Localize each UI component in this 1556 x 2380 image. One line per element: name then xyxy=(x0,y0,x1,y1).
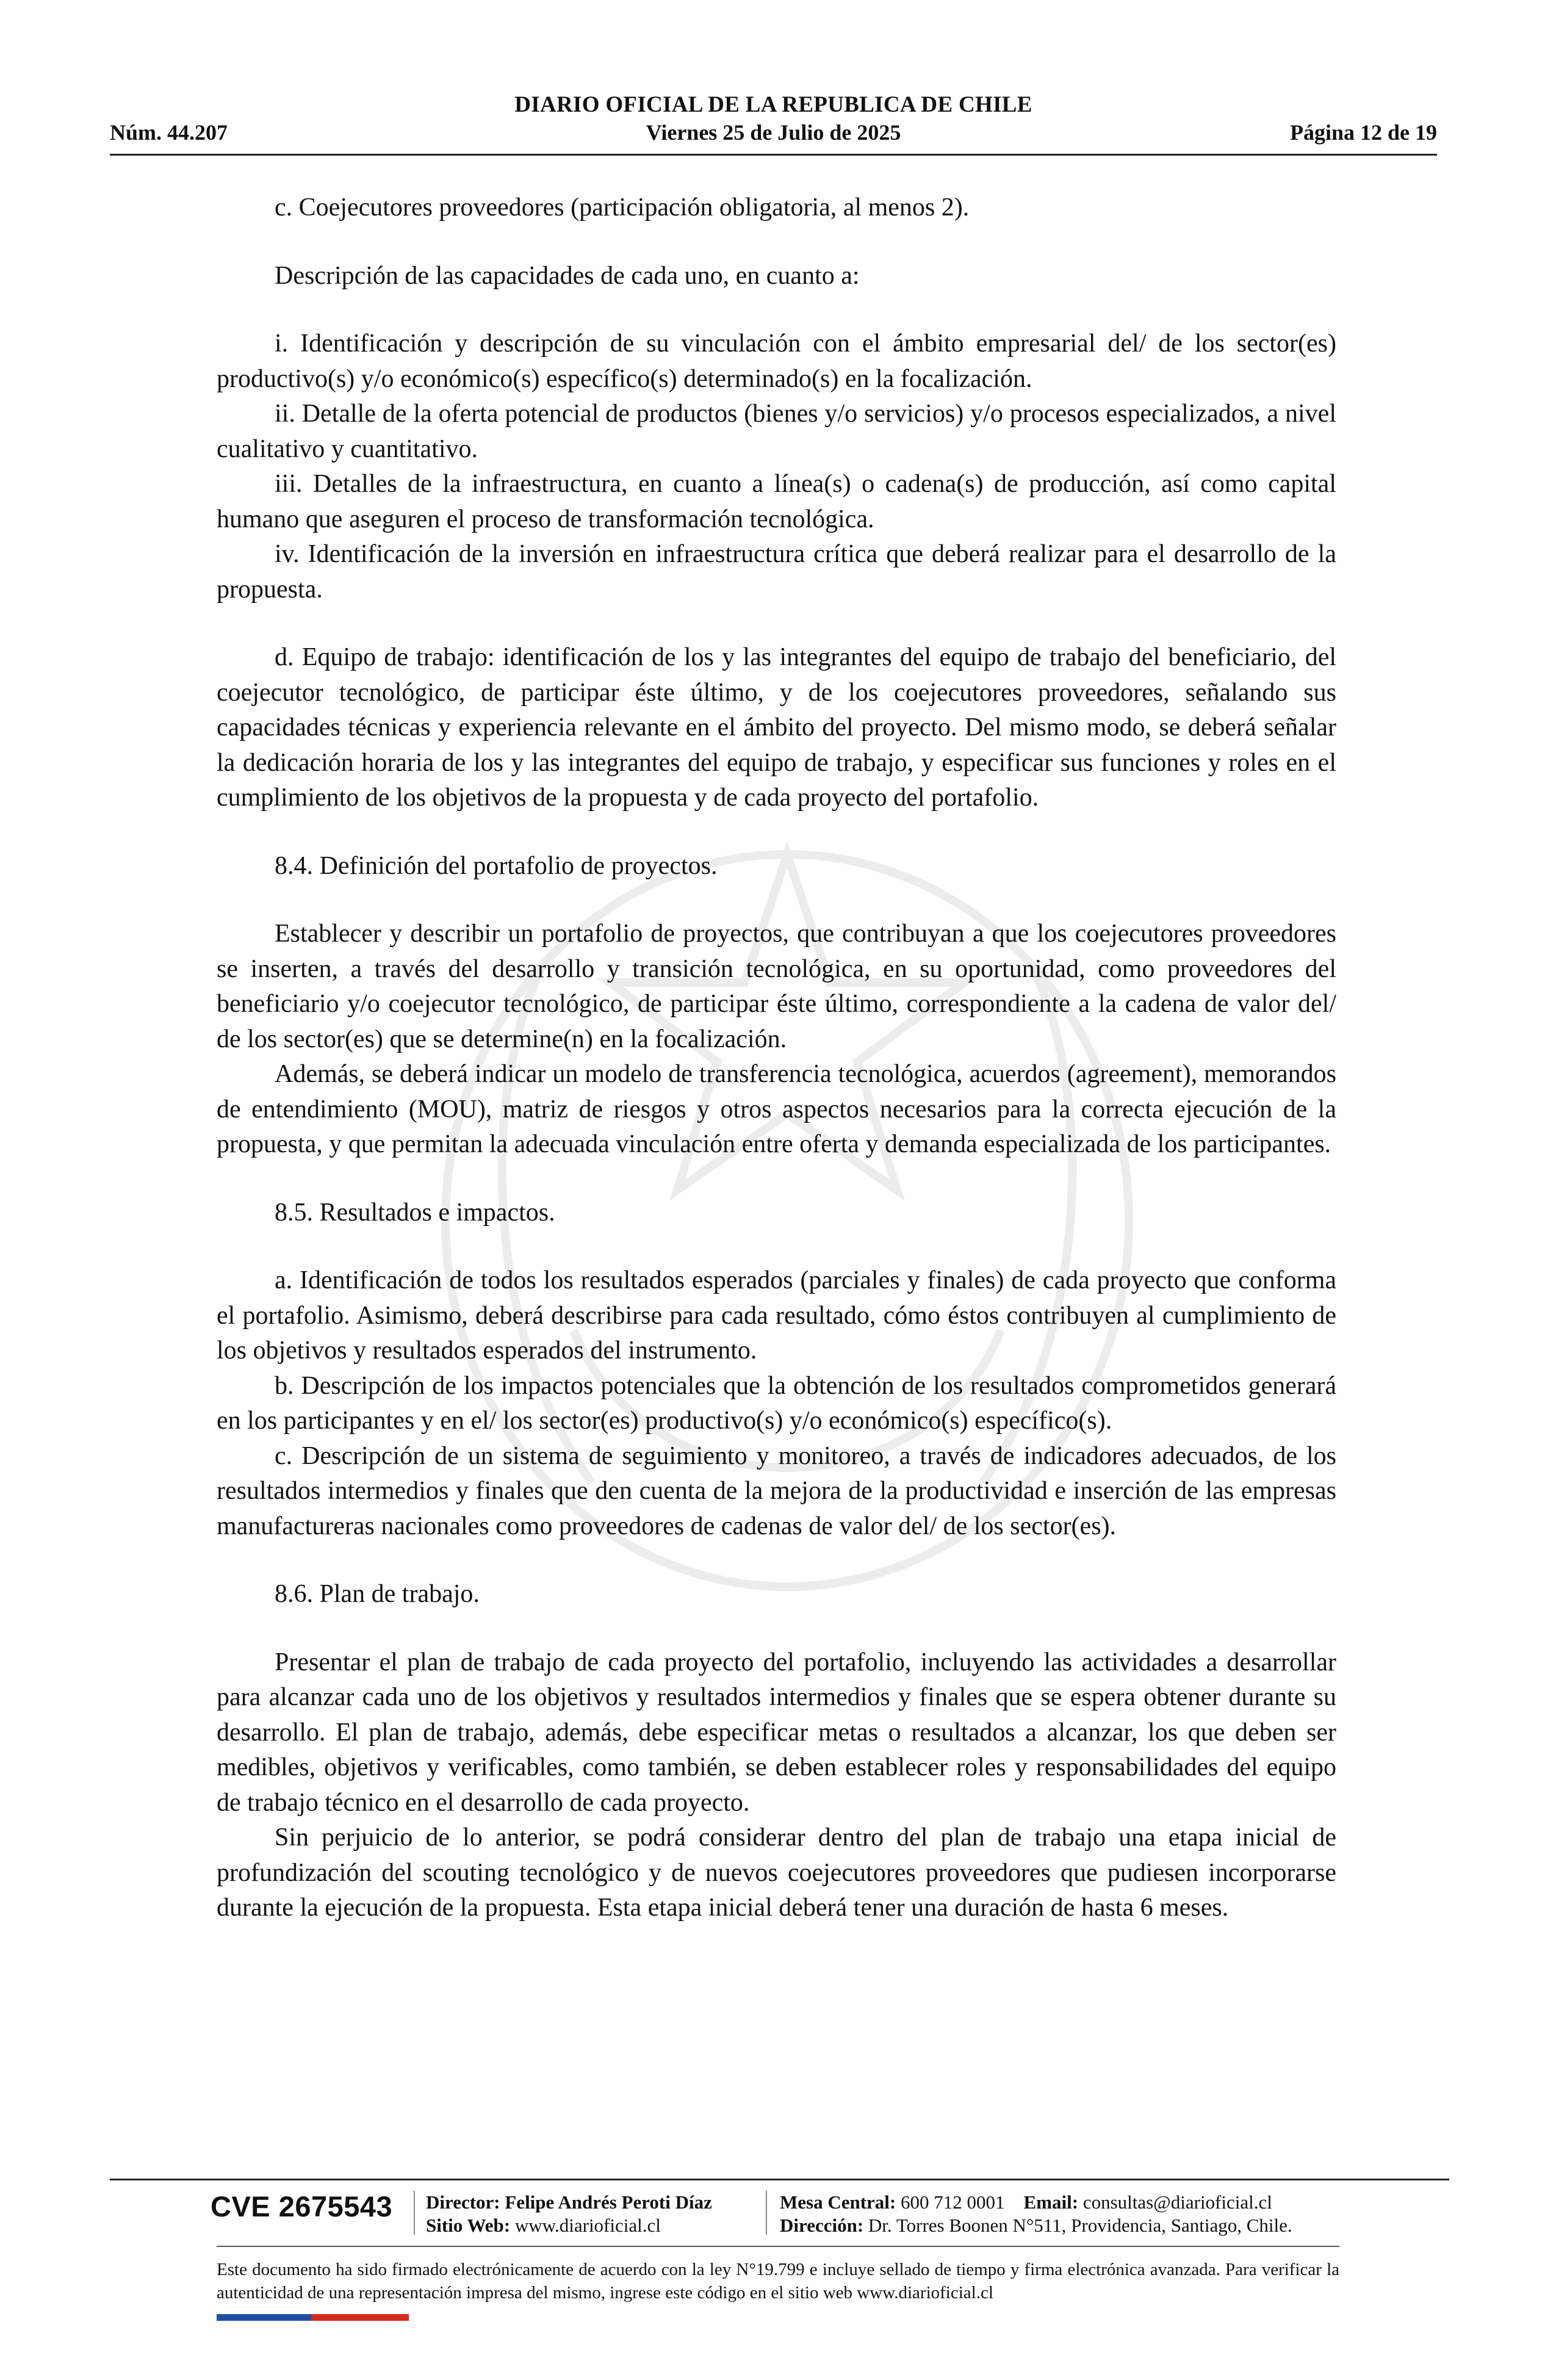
paragraph: d. Equipo de trabajo: identificación de los y las integrantes del equipo de trabajo del beneficiario, del coejecutor tecnológico, de participar éste último, y de los coejecutores proveedores, señalando sus capacidades técnicas y experiencia relevante en el ámbito del proyecto. Del mismo modo, se deberá señalar la dedicación horaria de los y las integrantes del equipo de trabajo, y especificar sus funciones y roles en el cumplimiento de los objetivos de la propuesta y de cada proyecto del portafolio. xyxy=(217,643,1336,812)
list-item: a. Identificación de todos los resultados esperados (parciales y finales) de cada proyecto que conforma el portafolio. Asimismo, deberá describirse para cada resultado, cómo éstos contribuyen al cumplimiento de los objetivos y resultados esperados del instrumento. xyxy=(217,1266,1336,1365)
footer-separator xyxy=(766,2191,767,2235)
address-label: Dirección: xyxy=(780,2215,864,2236)
website-label: Sitio Web: xyxy=(426,2215,511,2236)
page-header xyxy=(110,92,1437,159)
email-link[interactable]: consultas@diarioficial.cl xyxy=(1082,2191,1272,2213)
phone-label: Mesa Central: xyxy=(780,2191,896,2213)
paragraph: Sin perjuicio de lo anterior, se podrá considerar dentro del plan de trabajo una etapa inicial de profundización del scouting tecnológico y de nuevos coejecutores proveedores que pudiesen incorporarse durante la ejecución de la propuesta. Esta etapa inicial deberá tener una duración de hasta 6 meses. xyxy=(217,1823,1336,1922)
email-label: Email: xyxy=(1023,2191,1079,2213)
section-heading: 8.4. Definición del portafolio de proyectos. xyxy=(275,851,718,880)
paragraph: Establecer y describir un portafolio de proyectos, que contribuyan a que los coejecutores proveedores se inserten, a través del desarrollo y transición tecnológica, en su oportunidad, como proveedores del beneficiario y/o coejecutor tecnológico, de participar éste último, correspondiente a la cadena de valor del/ de los sector(es) que se determine(n) en la focalización. xyxy=(217,920,1336,1053)
list-item: i. Identificación y descripción de su vinculación con el ámbito empresarial del/ de los sector(es) productivo(s) y/o económico(s) específico(s) determinado(s) en la focalización. xyxy=(217,330,1336,393)
publication-date: Viernes 25 de Julio de 2025 xyxy=(646,120,901,145)
list-item: ii. Detalle de la oferta potencial de productos (bienes y/o servicios) y/o procesos especializados, a nivel cualitativo y cuantitativo. xyxy=(217,400,1336,463)
director-label: Director: xyxy=(426,2191,500,2213)
address-value: Dr. Torres Boonen N°511, Providencia, Santiago, Chile. xyxy=(868,2215,1292,2236)
list-item: b. Descripción de los impactos potenciales que la obtención de los resultados comprometidos generará en los participantes y en el/ los sector(es) productivo(s) y/o económico(s) específico(s). xyxy=(217,1371,1336,1435)
paragraph: Además, se deberá indicar un modelo de transferencia tecnológica, acuerdos (agreement), memorandos de entendimiento (MOU), matriz de riesgos y otros aspectos necesarios para la correcta ejecución de la propuesta, y que permitan la adecuada vinculación entre oferta y demanda especializada de los participantes. xyxy=(217,1060,1336,1158)
footer-thin-divider xyxy=(217,2246,1339,2247)
flag-blue-stripe xyxy=(217,2314,311,2321)
phone-value: 600 712 0001 xyxy=(901,2191,1005,2213)
footer-separator xyxy=(414,2191,415,2235)
header-divider xyxy=(110,154,1437,156)
footer-divider xyxy=(110,2179,1449,2180)
footer-director-block xyxy=(426,2191,712,2237)
document-body xyxy=(217,190,1336,1926)
website-link[interactable]: www.diarioficial.cl xyxy=(514,2215,661,2236)
paragraph: Presentar el plan de trabajo de cada proyecto del portafolio, incluyendo las actividades a desarrollar para alcanzar cada uno de los objetivos y resultados intermedios y finales que se espera obtener durante su desarrollo. El plan de trabajo, además, debe especificar metas o resultados a alcanzar, los que deben ser medibles, objetivos y verificables, como también, se deben establecer roles y responsabilidades del equipo de trabajo técnico en el desarrollo de cada proyecto. xyxy=(217,1648,1336,1817)
flag-red-stripe xyxy=(311,2314,409,2321)
section-heading: 8.6. Plan de trabajo. xyxy=(275,1580,480,1608)
list-item: c. Descripción de un sistema de seguimiento y monitoreo, a través de indicadores adecuados, de los resultados intermedios y finales que den cuenta de la mejora de la productividad e inserción de las empresas manufactureras nacionales como proveedores de cadenas de valor del/ de los sector(es). xyxy=(217,1441,1336,1540)
list-item: iii. Detalles de la infraestructura, en cuanto a línea(s) o cadena(s) de producción, así como capital humano que aseguren el proceso de transformación tecnológica. xyxy=(217,470,1336,533)
publication-title: DIARIO OFICIAL DE LA REPUBLICA DE CHILE xyxy=(514,92,1032,117)
list-item: iv. Identificación de la inversión en infraestructura crítica que deberá realizar para el desarrollo de la propuesta. xyxy=(217,540,1336,604)
page-number: Página 12 de 19 xyxy=(1289,120,1437,145)
flag-color-bar xyxy=(217,2314,409,2321)
footer-contact-block xyxy=(780,2191,1292,2237)
director-name: Felipe Andrés Peroti Díaz xyxy=(505,2191,712,2213)
issue-number: Núm. 44.207 xyxy=(110,120,228,145)
section-heading: 8.5. Resultados e impactos. xyxy=(275,1198,555,1227)
cve-code: CVE 2675543 xyxy=(211,2190,393,2223)
paragraph: Descripción de las capacidades de cada uno, en cuanto a: xyxy=(275,261,860,290)
paragraph: c. Coejecutores proveedores (participación obligatoria, al menos 2). xyxy=(275,193,970,222)
signature-notice: Este documento ha sido firmado electrónicamente de acuerdo con la ley N°19.799 e incluye sellado de tiempo y firma electrónica avanzada. Para verificar la autenticidad de una representación impresa del mismo, ingrese este código en el sitio web www.diarioficial.cl xyxy=(217,2260,1339,2302)
